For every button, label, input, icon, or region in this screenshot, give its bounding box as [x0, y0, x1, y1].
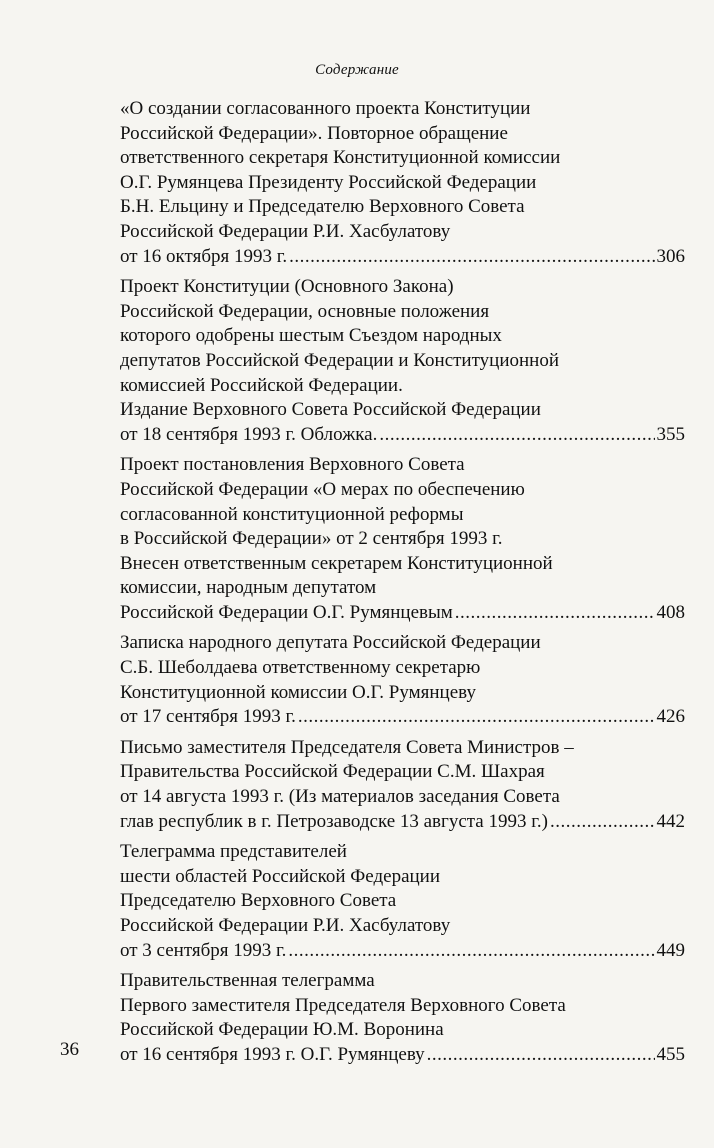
- toc-entry-line: глав республик в г. Петрозаводске 13 августа 1993 г.): [120, 810, 548, 832]
- toc-entry-line: Российской Федерации, основные положения: [120, 300, 490, 322]
- toc-entry-line: Российской Федерации «О мерах по обеспечению: [120, 478, 525, 500]
- page-number: 36: [60, 1039, 79, 1060]
- toc-entry-line: комиссией Российской Федерации.: [120, 374, 403, 396]
- toc-entry-line: Телеграмма представителей: [120, 841, 347, 863]
- toc-entry-line: Российской Федерации». Повторное обращение: [120, 122, 508, 144]
- dot-leader: [427, 1043, 655, 1068]
- toc-entry-line: Российской Федерации Ю.М. Воронина: [120, 1019, 444, 1041]
- toc-entry-line: от 14 августа 1993 г. (Из материалов заседания Совета: [120, 786, 560, 808]
- toc-entry-line: Проект постановления Верховного Совета: [120, 454, 465, 476]
- toc-entry-line: Издание Верховного Совета Российской Федерации: [120, 399, 541, 421]
- toc-page-number: 449: [656, 939, 685, 961]
- toc-entry-line: Проект Конституции (Основного Закона): [120, 276, 454, 298]
- toc-page-number: 408: [656, 601, 685, 623]
- toc-entry-last-line: [120, 423, 685, 448]
- toc-entry-line: от 16 сентября 1993 г. О.Г. Румянцеву: [120, 1043, 425, 1065]
- dot-leader: [288, 939, 654, 964]
- toc-entry-line: О.Г. Румянцева Президенту Российской Федерации: [120, 171, 537, 193]
- toc-entry-line: Письмо заместителя Председателя Совета Министров –: [120, 736, 574, 758]
- toc-entry-line: депутатов Российской Федерации и Конституционной: [120, 349, 559, 371]
- toc-entry-line: которого одобрены шестым Съездом народных: [120, 325, 502, 347]
- toc-entry: [120, 840, 685, 963]
- toc-entry-line: Председателю Верховного Совета: [120, 890, 397, 912]
- toc-entry-line: от 16 октября 1993 г.: [120, 245, 288, 267]
- toc-entry: [120, 453, 685, 625]
- dot-leader: [379, 423, 654, 448]
- dot-leader: [298, 705, 655, 730]
- toc-page-number: 455: [656, 1043, 685, 1065]
- toc-entry-line: «О создании согласованного проекта Конституции: [120, 98, 531, 119]
- toc-entry: [120, 969, 685, 1067]
- toc-entry-line: Б.Н. Ельцину и Председателю Верховного Совета: [120, 196, 525, 218]
- toc-entry-line: в Российской Федерации» от 2 сентября 1993 г.: [120, 528, 503, 550]
- toc-entry-line: ответственного секретаря Конституционной комиссии: [120, 147, 561, 169]
- dot-leader: [289, 245, 654, 270]
- toc-entry-line: шести областей Российской Федерации: [120, 865, 441, 887]
- toc-entry-line: согласованной конституционной реформы: [120, 503, 464, 525]
- toc-entry: [120, 631, 685, 729]
- toc-entry-line: Внесен ответственным секретарем Конституционной: [120, 552, 553, 574]
- toc-page-number: 442: [656, 810, 685, 832]
- table-of-contents: [120, 97, 685, 1074]
- toc-entry-last-line: [120, 1043, 685, 1068]
- running-head: Содержание: [315, 62, 399, 78]
- toc-entry-last-line: [120, 810, 685, 835]
- toc-entry-line: от 18 сентября 1993 г. Обложка.: [120, 423, 378, 445]
- toc-entry: [120, 736, 685, 834]
- toc-entry-line: Записка народного депутата Российской Федерации: [120, 632, 541, 654]
- toc-entry-line: Российской Федерации Р.И. Хасбулатову: [120, 220, 451, 242]
- toc-entry-line: от 17 сентября 1993 г.: [120, 706, 296, 728]
- toc-entry-line: от 3 сентября 1993 г.: [120, 939, 287, 961]
- toc-entry-line: Правительства Российской Федерации С.М. Шахрая: [120, 761, 545, 783]
- toc-page-number: 426: [656, 706, 685, 728]
- toc-entry-line: Первого заместителя Председателя Верховного Совета: [120, 994, 566, 1016]
- toc-entry-last-line: [120, 705, 685, 730]
- toc-entry-last-line: [120, 601, 685, 626]
- toc-entry-last-line: [120, 245, 685, 270]
- toc-entry: [120, 97, 685, 269]
- dot-leader: [455, 601, 655, 626]
- toc-entry-line: Российской Федерации О.Г. Румянцевым: [120, 601, 453, 623]
- dot-leader: [550, 810, 655, 835]
- toc-page-number: 355: [656, 423, 685, 445]
- toc-entry-line: комиссии, народным депутатом: [120, 577, 377, 599]
- toc-entry-last-line: [120, 939, 685, 964]
- toc-entry-line: Правительственная телеграмма: [120, 970, 375, 992]
- toc-entry-line: Конституционной комиссии О.Г. Румянцеву: [120, 681, 476, 703]
- toc-entry: [120, 275, 685, 447]
- toc-entry-line: Российской Федерации Р.И. Хасбулатову: [120, 915, 451, 936]
- toc-entry-line: С.Б. Шеболдаева ответственному секретарю: [120, 657, 481, 679]
- toc-page-number: 306: [656, 245, 685, 267]
